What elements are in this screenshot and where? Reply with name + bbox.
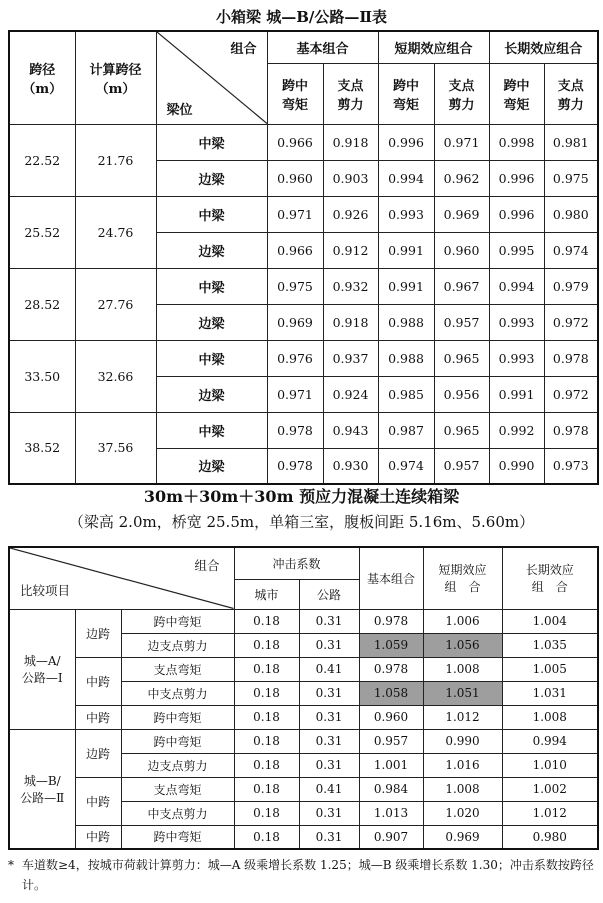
table-row bbox=[9, 268, 598, 304]
value-cell: 0.974 bbox=[378, 448, 434, 484]
basic-cell: 1.013 bbox=[359, 801, 423, 825]
value-cell: 0.988 bbox=[378, 304, 434, 340]
span-type-cell: 边跨 bbox=[75, 729, 121, 777]
table-row bbox=[9, 705, 598, 729]
beam-pos-cell: 中梁 bbox=[156, 340, 267, 376]
value-cell: 0.971 bbox=[267, 196, 323, 232]
value-cell: 0.987 bbox=[378, 412, 434, 448]
short-header: 短期效应组合 bbox=[378, 31, 489, 63]
highway-impact-cell: 0.31 bbox=[299, 801, 359, 825]
value-cell: 0.937 bbox=[323, 340, 378, 376]
value-cell: 0.980 bbox=[544, 196, 598, 232]
long-cell: 1.002 bbox=[502, 777, 598, 801]
midspan-moment-header: 跨中 弯矩 bbox=[267, 63, 323, 124]
value-cell: 0.912 bbox=[323, 232, 378, 268]
basic-header: 基本组合 bbox=[359, 547, 423, 609]
short-cell: 1.056 bbox=[423, 633, 502, 657]
value-cell: 0.994 bbox=[489, 268, 544, 304]
short-cell: 0.969 bbox=[423, 825, 502, 849]
highway-impact-cell: 0.31 bbox=[299, 633, 359, 657]
compare-label: 比较项目 bbox=[20, 582, 71, 598]
long-cell: 1.012 bbox=[502, 801, 598, 825]
midspan-moment-header: 跨中 弯矩 bbox=[378, 63, 434, 124]
value-cell: 0.975 bbox=[267, 268, 323, 304]
calc-span-cell: 37.56 bbox=[75, 412, 156, 484]
short-header: 短期效应 组 合 bbox=[423, 547, 502, 609]
value-cell: 0.992 bbox=[489, 412, 544, 448]
city-impact-cell: 0.18 bbox=[234, 681, 299, 705]
value-cell: 0.943 bbox=[323, 412, 378, 448]
table-row bbox=[9, 729, 598, 753]
value-cell: 0.978 bbox=[267, 412, 323, 448]
highway-impact-cell: 0.31 bbox=[299, 609, 359, 633]
value-cell: 0.981 bbox=[544, 124, 598, 160]
basic-cell: 1.059 bbox=[359, 633, 423, 657]
value-cell: 0.960 bbox=[267, 160, 323, 196]
value-cell: 0.978 bbox=[267, 448, 323, 484]
highway-impact-cell: 0.41 bbox=[299, 777, 359, 801]
impact-header: 冲击系数 bbox=[234, 547, 359, 579]
calc-span-cell: 32.66 bbox=[75, 340, 156, 412]
long-cell: 0.994 bbox=[502, 729, 598, 753]
city-impact-cell: 0.18 bbox=[234, 633, 299, 657]
table-row bbox=[9, 412, 598, 448]
calc-span-cell: 21.76 bbox=[75, 124, 156, 196]
value-cell: 0.993 bbox=[489, 304, 544, 340]
value-cell: 0.926 bbox=[323, 196, 378, 232]
item-cell: 边支点剪力 bbox=[121, 753, 234, 777]
item-cell: 跨中弯矩 bbox=[121, 609, 234, 633]
beam-pos-cell: 中梁 bbox=[156, 412, 267, 448]
basic-cell: 1.001 bbox=[359, 753, 423, 777]
short-cell: 1.051 bbox=[423, 681, 502, 705]
midspan-moment-header: 跨中 弯矩 bbox=[489, 63, 544, 124]
span-cell: 25.52 bbox=[9, 196, 75, 268]
span-header: 跨径 （m） bbox=[9, 31, 75, 124]
short-cell: 1.006 bbox=[423, 609, 502, 633]
long-cell: 0.980 bbox=[502, 825, 598, 849]
beam-pos-cell: 中梁 bbox=[156, 196, 267, 232]
value-cell: 0.918 bbox=[323, 124, 378, 160]
support-shear-header: 支点 剪力 bbox=[544, 63, 598, 124]
short-cell: 0.990 bbox=[423, 729, 502, 753]
span-cell: 38.52 bbox=[9, 412, 75, 484]
footnote-star: * bbox=[8, 858, 14, 872]
value-cell: 0.957 bbox=[434, 448, 489, 484]
footnote-text: 车道数≥4，按城市荷载计算剪力：城—A 级乘增长系数 1.25；城—B 级乘增长系数 1.30；冲击系数按跨径计。 bbox=[22, 858, 594, 892]
short-cell: 1.020 bbox=[423, 801, 502, 825]
combination-label: 组合 bbox=[230, 42, 257, 57]
value-cell: 0.972 bbox=[544, 304, 598, 340]
value-cell: 0.988 bbox=[378, 340, 434, 376]
value-cell: 0.998 bbox=[489, 124, 544, 160]
table-row bbox=[9, 657, 598, 681]
city-impact-cell: 0.18 bbox=[234, 825, 299, 849]
item-cell: 中支点剪力 bbox=[121, 681, 234, 705]
long-cell: 1.005 bbox=[502, 657, 598, 681]
long-cell: 1.008 bbox=[502, 705, 598, 729]
span-type-cell: 边跨 bbox=[75, 609, 121, 657]
basic-cell: 0.978 bbox=[359, 657, 423, 681]
table-row bbox=[9, 825, 598, 849]
span-cell: 33.50 bbox=[9, 340, 75, 412]
city-impact-cell: 0.18 bbox=[234, 729, 299, 753]
table1 bbox=[8, 30, 599, 485]
value-cell: 0.965 bbox=[434, 412, 489, 448]
table-row bbox=[9, 340, 598, 376]
span-type-cell: 中跨 bbox=[75, 657, 121, 705]
value-cell: 0.979 bbox=[544, 268, 598, 304]
item-cell: 支点弯矩 bbox=[121, 777, 234, 801]
value-cell: 0.966 bbox=[267, 232, 323, 268]
span-type-cell: 中跨 bbox=[75, 777, 121, 825]
value-cell: 0.971 bbox=[267, 376, 323, 412]
highway-impact-cell: 0.41 bbox=[299, 657, 359, 681]
basic-cell: 0.907 bbox=[359, 825, 423, 849]
support-shear-header: 支点 剪力 bbox=[323, 63, 378, 124]
table-row bbox=[9, 196, 598, 232]
value-cell: 0.993 bbox=[489, 340, 544, 376]
value-cell: 0.976 bbox=[267, 340, 323, 376]
value-cell: 0.978 bbox=[544, 412, 598, 448]
span-type-cell: 中跨 bbox=[75, 825, 121, 849]
value-cell: 0.995 bbox=[489, 232, 544, 268]
value-cell: 0.962 bbox=[434, 160, 489, 196]
highway-impact-cell: 0.31 bbox=[299, 825, 359, 849]
diagonal-header bbox=[156, 31, 267, 124]
short-cell: 1.008 bbox=[423, 657, 502, 681]
long-cell: 1.004 bbox=[502, 609, 598, 633]
city-impact-cell: 0.18 bbox=[234, 801, 299, 825]
value-cell: 0.974 bbox=[544, 232, 598, 268]
value-cell: 0.957 bbox=[434, 304, 489, 340]
city-impact-cell: 0.18 bbox=[234, 777, 299, 801]
value-cell: 0.903 bbox=[323, 160, 378, 196]
value-cell: 0.966 bbox=[267, 124, 323, 160]
beam-pos-cell: 边梁 bbox=[156, 376, 267, 412]
city-impact-cell: 0.18 bbox=[234, 705, 299, 729]
beam-pos-cell: 边梁 bbox=[156, 232, 267, 268]
city-impact-cell: 0.18 bbox=[234, 657, 299, 681]
basic-cell: 1.058 bbox=[359, 681, 423, 705]
item-cell: 中支点剪力 bbox=[121, 801, 234, 825]
table2-title: 30m＋30m＋30m 预应力混凝土连续箱梁 bbox=[143, 487, 460, 506]
table2-diagonal-header bbox=[9, 547, 234, 609]
value-cell: 0.996 bbox=[378, 124, 434, 160]
span-cell: 28.52 bbox=[9, 268, 75, 340]
calc-span-cell: 27.76 bbox=[75, 268, 156, 340]
table1-title: 小箱梁 城—B/公路—Ⅱ表 bbox=[215, 8, 388, 26]
value-cell: 0.965 bbox=[434, 340, 489, 376]
table-row bbox=[9, 124, 598, 160]
highway-impact-cell: 0.31 bbox=[299, 705, 359, 729]
short-cell: 1.012 bbox=[423, 705, 502, 729]
short-cell: 1.008 bbox=[423, 777, 502, 801]
value-cell: 0.991 bbox=[378, 232, 434, 268]
beam-pos-cell: 中梁 bbox=[156, 124, 267, 160]
basic-cell: 0.960 bbox=[359, 705, 423, 729]
basic-cell: 0.957 bbox=[359, 729, 423, 753]
short-cell: 1.016 bbox=[423, 753, 502, 777]
value-cell: 0.930 bbox=[323, 448, 378, 484]
city-impact-cell: 0.18 bbox=[234, 609, 299, 633]
item-cell: 跨中弯矩 bbox=[121, 705, 234, 729]
long-cell: 1.031 bbox=[502, 681, 598, 705]
long-header: 长期效应组合 bbox=[489, 31, 598, 63]
beam-pos-cell: 边梁 bbox=[156, 448, 267, 484]
value-cell: 0.967 bbox=[434, 268, 489, 304]
value-cell: 0.990 bbox=[489, 448, 544, 484]
table2-combination-label: 组合 bbox=[194, 558, 220, 573]
city-header: 城市 bbox=[234, 579, 299, 609]
city-impact-cell: 0.18 bbox=[234, 753, 299, 777]
value-cell: 0.969 bbox=[267, 304, 323, 340]
table2-subtitle: （梁高 2.0m，桥宽 25.5m，单箱三室，腹板间距 5.16m、5.60m） bbox=[68, 513, 535, 531]
basic-cell: 0.984 bbox=[359, 777, 423, 801]
value-cell: 0.973 bbox=[544, 448, 598, 484]
beam-pos-cell: 边梁 bbox=[156, 304, 267, 340]
value-cell: 0.972 bbox=[544, 376, 598, 412]
item-cell: 边支点剪力 bbox=[121, 633, 234, 657]
basic-header: 基本组合 bbox=[267, 31, 378, 63]
highway-impact-cell: 0.31 bbox=[299, 753, 359, 777]
beam-pos-cell: 边梁 bbox=[156, 160, 267, 196]
value-cell: 0.996 bbox=[489, 196, 544, 232]
value-cell: 0.932 bbox=[323, 268, 378, 304]
table2 bbox=[8, 546, 599, 850]
value-cell: 0.985 bbox=[378, 376, 434, 412]
highway-header: 公路 bbox=[299, 579, 359, 609]
value-cell: 0.960 bbox=[434, 232, 489, 268]
calc-span-header: 计算跨径 （m） bbox=[75, 31, 156, 124]
value-cell: 0.991 bbox=[378, 268, 434, 304]
value-cell: 0.969 bbox=[434, 196, 489, 232]
long-cell: 1.010 bbox=[502, 753, 598, 777]
support-shear-header: 支点 剪力 bbox=[434, 63, 489, 124]
value-cell: 0.993 bbox=[378, 196, 434, 232]
value-cell: 0.975 bbox=[544, 160, 598, 196]
long-cell: 1.035 bbox=[502, 633, 598, 657]
value-cell: 0.924 bbox=[323, 376, 378, 412]
calc-span-cell: 24.76 bbox=[75, 196, 156, 268]
highway-impact-cell: 0.31 bbox=[299, 729, 359, 753]
beam-pos-label: 梁位 bbox=[166, 102, 193, 118]
value-cell: 0.918 bbox=[323, 304, 378, 340]
value-cell: 0.956 bbox=[434, 376, 489, 412]
item-cell: 跨中弯矩 bbox=[121, 825, 234, 849]
item-cell: 跨中弯矩 bbox=[121, 729, 234, 753]
value-cell: 0.978 bbox=[544, 340, 598, 376]
span-cell: 22.52 bbox=[9, 124, 75, 196]
basic-cell: 0.978 bbox=[359, 609, 423, 633]
value-cell: 0.991 bbox=[489, 376, 544, 412]
table-row bbox=[9, 609, 598, 633]
load-class-cell: 城—A/ 公路—Ⅰ bbox=[9, 609, 75, 729]
long-header: 长期效应 组 合 bbox=[502, 547, 598, 609]
load-class-cell: 城—B/ 公路—Ⅱ bbox=[9, 729, 75, 849]
value-cell: 0.971 bbox=[434, 124, 489, 160]
span-type-cell: 中跨 bbox=[75, 705, 121, 729]
value-cell: 0.994 bbox=[378, 160, 434, 196]
beam-pos-cell: 中梁 bbox=[156, 268, 267, 304]
item-cell: 支点弯矩 bbox=[121, 657, 234, 681]
value-cell: 0.996 bbox=[489, 160, 544, 196]
highway-impact-cell: 0.31 bbox=[299, 681, 359, 705]
table-row bbox=[9, 777, 598, 801]
